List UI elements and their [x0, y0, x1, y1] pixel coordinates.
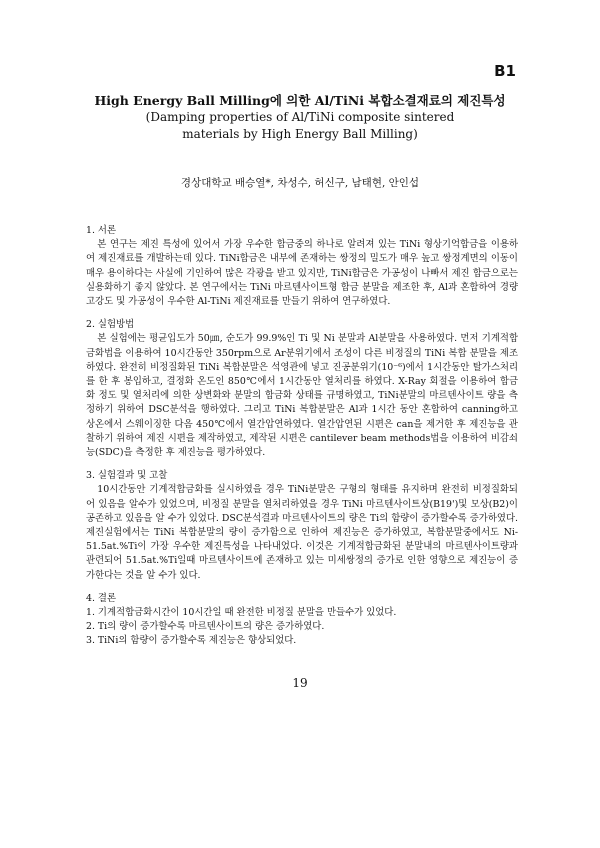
title-english-line-2: materials by High Energy Ball Milling): [182, 127, 418, 141]
section-results: [86, 469, 518, 583]
section-paragraph: 본 실험에는 평균입도가 50㎛, 순도가 99.9%인 Ti 및 Ni 분말과 Al분말을 사용하였다. 먼저 기계적합금화법을 이용하여 10시간동안 350rpm으로 Ar분위기에서 조성이 다른 비정질의 TiNi 복합 분말을 제조하였다. 완전히 비정질화된 TiNi 복합분말은 석영관에 넣고 진공분위기(10⁻⁶)에서 1시간동안 탈가스처리를 한 후 봉입하고, 결정화 온도인 850℃에서 1시간동안 열처리를 하였다. X-Ray 회절을 이용하여 합금화 정도 및 열처리에 의한 상변화와 분말의 합금화 상태를 규명하였고, TiNi분말의 마르텐사이트 량을 측정하기 위하여 DSC분석을 행하였다. 그리고 TiNi 복합분말은 Al과 1시간 동안 혼합하여 canning하고 상온에서 스웨이징한 다음 450℃에서 열간압연하였다. 열간압연된 시편은 can을 제거한 후 제진능을 관찰하기 위하여 제진 시편을 제작하였고, 제작된 시편은 cantilever beam methods법을 이용하여 비감쇠능(SDC)을 측정한 후 제진능을 평가하였다.: [86, 333, 518, 459]
page-number: 19: [292, 676, 308, 690]
conclusion-list: [86, 606, 518, 649]
section-heading: 2. 실험방법: [86, 319, 135, 331]
title-block: [0, 92, 600, 143]
section-conclusion: [86, 592, 518, 649]
section-methods: [86, 318, 518, 460]
section-heading: 1. 서론: [86, 225, 117, 236]
section-paragraph: 본 연구는 제진 특성에 있어서 가장 우수한 합금중의 하나로 알려져 있는 TiNi 형상기억합금을 이용하여 제진재료를 개발하는데 있다. TiNi합금은 내부에 존재하는 쌍정의 밀도가 매우 높고 쌍정계면의 이동이 매우 용이하다는 사실에 기인하여 많은 각광을 받고 있지만, TiNi합금은 가공성이 나빠서 제진 합금으로는 실용화하기 좋지 않았다. 본 연구에서는 TiNi 마르텐사이트형 합금 분말을 제조한 후, Al과 혼합하여 경량 고강도 및 가공성이 우수한 Al-TiNi 제진재료를 만들기 위하여 연구하였다.: [86, 239, 518, 308]
authors: 경상대학교 배승열*, 차성수, 허신구, 남태현, 안인섭: [180, 177, 420, 189]
title-korean: High Energy Ball Milling에 의한 Al/TiNi 복합소결재료의 제진특성: [94, 93, 506, 108]
section-paragraph: 10시간동안 기계적합금화를 실시하였을 경우 TiNi분말은 구형의 형태를 유지하며 완전히 비정질화되어 있음을 알수가 있었으며, 비정질 분말을 열처리하였을 경우 TiNi 마르텐사이트상(B19')및 모상(B2)이 공존하고 있음을 알 수가 있었다. DSC분석결과 마르텐사이트의 량은 Ti의 함량이 증가할수록 증가하였다. 제진실험에서는 TiNi 복합분말의 량이 증가함으로 인하여 제진능은 증가하였고, 복합분말중에서도 Ni-51.5at.%Ti이 가장 우수한 제진특성을 나타내었다. 이것은 기계적합금화된 분말내의 마르텐사이트량과 관련되어 51.5at.%Ti일때 마르텐사이트에 존재하고 있는 미세쌍정의 증가로 인한 영향으로 제진능이 증가한다는 것을 알 수가 있다.: [86, 484, 518, 581]
body-text: [86, 224, 518, 658]
section-heading: 3. 실험결과 및 고찰: [86, 470, 168, 482]
abstract-code: B1: [494, 62, 516, 80]
list-item: 2. Ti의 량이 증가할수록 마르텐사이트의 량은 증가하였다.: [86, 621, 325, 633]
list-item: 3. TiNi의 함량이 증가할수록 제진능은 향상되었다.: [86, 635, 297, 647]
section-heading: 4. 결론: [86, 592, 117, 604]
title-english-line-1: (Damping properties of Al/TiNi composite sintered: [145, 110, 455, 124]
list-item: 1. 기계적합금화시간이 10시간일 때 완전한 비정질 분말을 만들수가 있었다.: [86, 607, 397, 619]
section-introduction: [86, 224, 518, 309]
